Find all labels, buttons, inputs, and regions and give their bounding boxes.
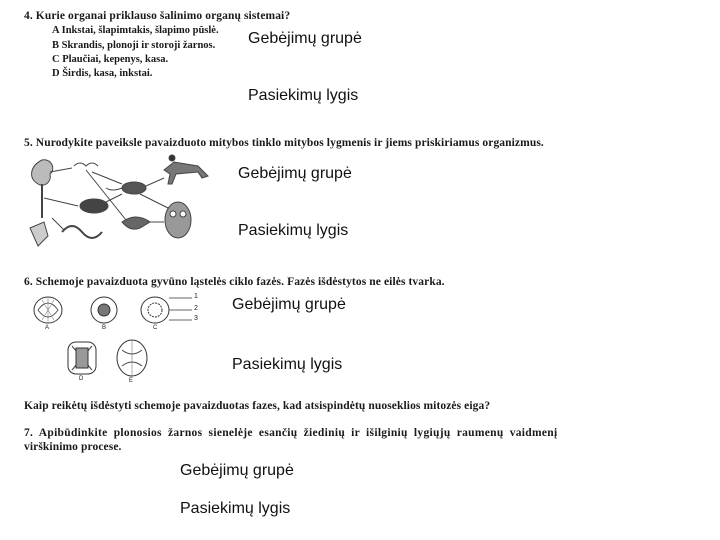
plant-icon	[32, 160, 53, 185]
q4-skills-group: Gebėjimų grupė	[248, 30, 362, 47]
cell-label-a: A	[45, 325, 50, 331]
cell-c-icon	[141, 297, 169, 323]
q6-question: Kaip reikėtų išdėstyti schemoje pavaizduotas fazes, kad atsispindėtų nuoseklios mitozės eiga?	[24, 400, 491, 412]
q5-skills-group: Gebėjimų grupė	[238, 165, 352, 182]
q7-achievement-level: Pasiekimų lygis	[180, 500, 291, 517]
q5-title: 5. Nurodykite paveiksle pavaizduoto mitybos tinklo mitybos lygmenis ir jiems priskiriamus organizmus.	[24, 137, 544, 149]
hedgehog-icon	[80, 199, 108, 213]
q6-skills-group: Gebėjimų grupė	[232, 296, 346, 313]
q4-option-a: A Inkstai, šlapimtakis, šlapimo pūslė.	[52, 25, 219, 36]
owl-icon	[165, 202, 191, 238]
q5-achievement-level: Pasiekimų lygis	[238, 222, 349, 239]
pointer-label-3: 3	[194, 315, 198, 322]
mouse-icon	[122, 182, 146, 194]
pointer-label-1: 1	[194, 293, 198, 300]
q7-skills-group: Gebėjimų grupė	[180, 462, 294, 479]
insect-icon	[169, 155, 175, 161]
q4-title: 4. Kurie organai priklauso šalinimo organų sistemai?	[24, 10, 291, 22]
bird-icon	[122, 217, 150, 229]
caterpillar-icon	[74, 163, 98, 166]
pointer-label-2: 2	[194, 305, 198, 312]
q6-achievement-level: Pasiekimų lygis	[232, 356, 343, 373]
fox-icon	[164, 162, 208, 184]
cell-label-c: C	[153, 325, 158, 331]
snake-icon	[62, 226, 102, 238]
q7-title-line2: virškinimo procese.	[24, 441, 122, 453]
pointer-lines	[169, 298, 192, 320]
leaf-icon	[30, 222, 48, 246]
cell-cycle-figure	[30, 290, 210, 390]
q7-title-line1: 7. Apibūdinkite plonosios žarnos sienelėje esančių žiedinių ir išilginių lygiųjų raumenų vaidmenį	[24, 427, 558, 439]
q4-option-b: B Skrandis, plonoji ir storoji žarnos.	[52, 40, 216, 51]
q6-title: 6. Schemoje pavaizduota gyvūno ląstelės ciklo fazės. Fazės išdėstytos ne eilės tvarka.	[24, 276, 445, 288]
cell-label-d: D	[79, 376, 84, 382]
q4-achievement-level: Pasiekimų lygis	[248, 87, 359, 104]
cell-label-e: E	[129, 378, 134, 384]
cell-label-b: B	[102, 325, 107, 331]
q4-option-c: C Plaučiai, kepenys, kasa.	[52, 54, 169, 65]
q4-option-d: D Širdis, kasa, inkstai.	[52, 68, 153, 79]
food-web-figure	[22, 148, 212, 250]
